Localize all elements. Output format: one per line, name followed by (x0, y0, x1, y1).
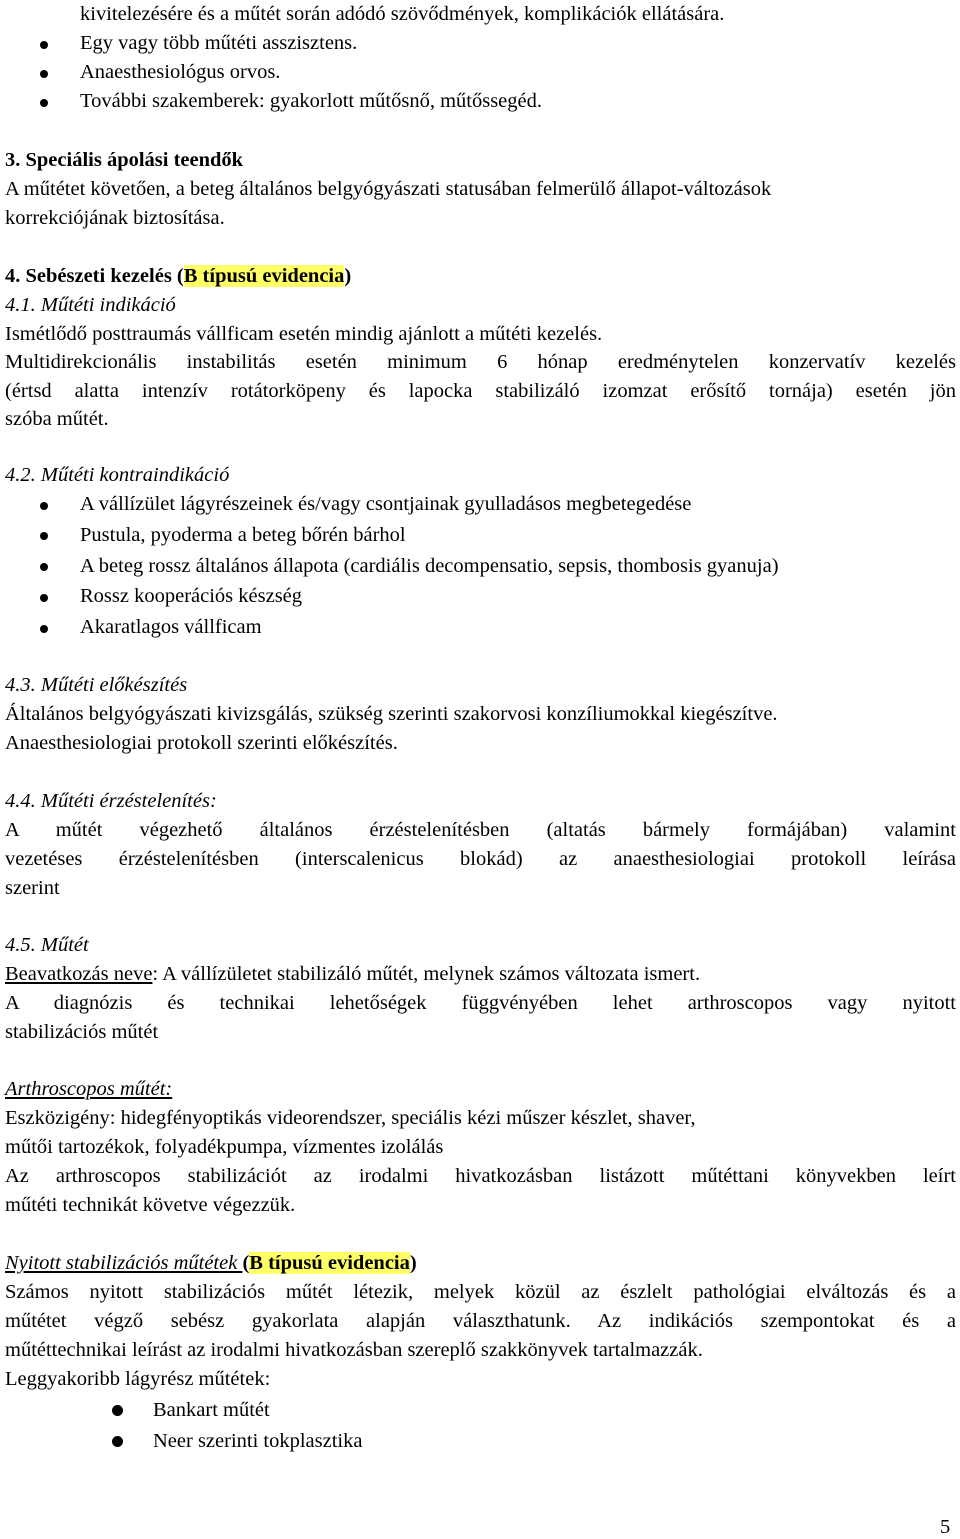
arthroscopic-heading: Arthroscopos műtét: (5, 1078, 173, 1100)
intro-bullet: Anaesthesiológus orvos. (80, 61, 281, 83)
paragraph-line: műtéttechnikai leírást az irodalmi hivatkozásban szereplő szakkönyvek tartalmazzák. (5, 1339, 703, 1361)
bullet-icon (40, 70, 48, 78)
subsection-number: 4.4. (5, 790, 36, 812)
open-surgery-heading (5, 1251, 417, 1275)
subsection-title: Műtét (40, 934, 89, 956)
bullet-icon (40, 625, 48, 633)
paragraph-line: Számos nyitott stabilizációs műtét létezik, melyek közül az észlelt pathológiai elváltozás és a (5, 1281, 956, 1303)
list-item: Pustula, pyoderma a beteg bőrén bárhol (80, 524, 406, 546)
paragraph-line: (értsd alatta intenzív rotátorköpeny és lapocka stabilizáló izomzat erősítő tornája) esetén jön (5, 380, 956, 402)
intro-bullet: További szakemberek: gyakorlott műtősnő, műtőssegéd. (80, 90, 543, 112)
bullet-icon (40, 99, 48, 107)
list-item: Bankart műtét (153, 1399, 270, 1421)
paragraph-line: szerint (5, 877, 60, 899)
subsection-4-3-heading (5, 673, 187, 697)
section-3-text: korrekciójának biztosítása. (5, 207, 225, 229)
paragraph-line: műtői tartozékok, folyadékpumpa, vízmentes izolálás (5, 1136, 444, 1158)
bullet-icon (40, 563, 48, 571)
bullet-icon (40, 41, 48, 49)
subsection-4-4-heading (5, 789, 217, 813)
bullet-icon (112, 1436, 123, 1447)
bullet-icon (40, 594, 48, 602)
paragraph-text: : A vállízületet stabilizáló műtét, melynek számos változata ismert. (152, 963, 701, 985)
heading-text: ) (344, 265, 352, 287)
underlined-label: Beavatkozás neve (5, 963, 153, 985)
paragraph-line: Anaesthesiologiai protokoll szerinti előkészítés. (5, 732, 398, 754)
intro-line: kivitelezésére és a műtét során adódó szövődmények, komplikációk ellátására. (80, 3, 725, 25)
subsection-number: 4.2. (5, 464, 36, 486)
heading-text: 4. Sebészeti kezelés ( (5, 265, 184, 287)
section-3-heading: 3. Speciális ápolási teendők (5, 149, 244, 171)
bullet-icon (112, 1405, 123, 1416)
evidence-highlight: B típusú evidencia (183, 265, 345, 287)
paragraph-line (5, 962, 700, 986)
subsection-title: Műtéti előkészítés (40, 674, 188, 696)
paragraph-line: Ismétlődő posttraumás vállficam esetén mindig ajánlott a műtéti kezelés. (5, 323, 603, 345)
subsection-title: Műtéti kontraindikáció (40, 464, 230, 486)
subsection-4-2-heading (5, 463, 229, 487)
evidence-highlight: B típusú evidencia (249, 1252, 410, 1274)
paragraph-line: stabilizációs műtét (5, 1021, 159, 1043)
paragraph-line: vezetéses érzéstelenítésben (interscalenicus blokád) az anaesthesiologiai protokoll leírása (5, 848, 956, 870)
heading-text: ) (409, 1252, 417, 1274)
list-item: Neer szerinti tokplasztika (153, 1430, 363, 1452)
heading-text: Nyitott stabilizációs műtétek (5, 1252, 243, 1274)
subsection-title: Műtéti indikáció (40, 294, 176, 316)
paragraph-line: szóba műtét. (5, 408, 109, 430)
section-4-heading (5, 264, 351, 288)
paragraph-line: Eszközigény: hidegfényoptikás videorendszer, speciális kézi műszer készlet, shaver, (5, 1107, 696, 1129)
list-item: A beteg rossz általános állapota (cardiális decompensatio, sepsis, thombosis gyanuja) (80, 555, 779, 577)
subsection-4-5-heading (5, 933, 89, 957)
subsection-4-1-heading (5, 293, 176, 317)
page-number: 5 (940, 1516, 951, 1538)
paragraph-line: Multidirekcionális instabilitás esetén minimum 6 hónap eredménytelen konzervatív kezelés (5, 351, 956, 373)
bullet-icon (40, 532, 48, 540)
paragraph-line: műtétet végző sebész gyakorlata alapján választhatunk. Az indikációs szempontokat és a (5, 1310, 956, 1332)
section-3-text: A műtétet követően, a beteg általános belgyógyászati statusában felmerülő állapot-változások (5, 178, 772, 200)
paragraph-line: Általános belgyógyászati kivizsgálás, szükség szerinti szakorvosi konzíliumokkal kiegészítve. (5, 703, 778, 725)
list-item: A vállízület lágyrészeinek és/vagy csontjainak gyulladásos megbetegedése (80, 493, 692, 515)
bullet-icon (40, 502, 48, 510)
paragraph-line: Az arthroscopos stabilizációt az irodalmi hivatkozásban listázott műtéttani könyvekben leírt (5, 1165, 956, 1187)
intro-bullet: Egy vagy több műtéti asszisztens. (80, 32, 358, 54)
paragraph-line: műtéti technikát követve végezzük. (5, 1194, 296, 1216)
paragraph-line: A műtét végezhető általános érzéstelenítésben (altatás bármely formájában) valamint (5, 819, 956, 841)
list-item: Rossz kooperációs készség (80, 585, 303, 607)
subsection-number: 4.5. (5, 934, 36, 956)
list-item: Akaratlagos vállficam (80, 616, 262, 638)
subsection-number: 4.1. (5, 294, 36, 316)
subsection-number: 4.3. (5, 674, 36, 696)
subsection-title: Műtéti érzéstelenítés: (40, 790, 217, 812)
heading-text: ( (242, 1252, 250, 1274)
paragraph-line: Leggyakoribb lágyrész műtétek: (5, 1368, 271, 1390)
paragraph-line: A diagnózis és technikai lehetőségek függvényében lehet arthroscopos vagy nyitott (5, 992, 956, 1014)
